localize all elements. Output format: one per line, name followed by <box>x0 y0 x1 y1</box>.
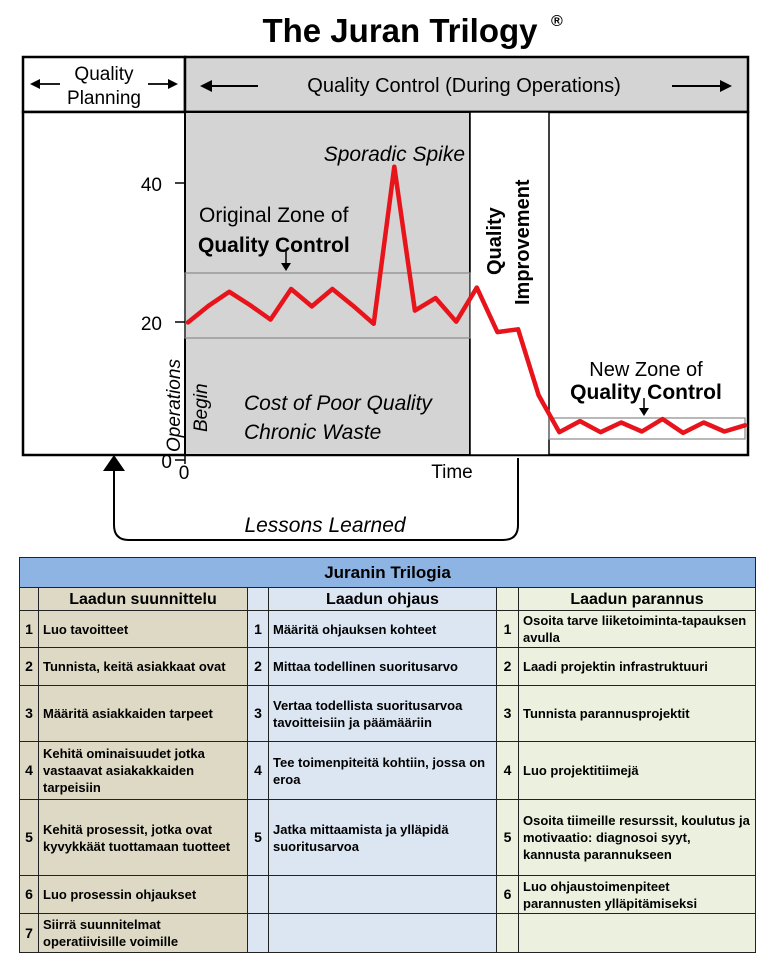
table-row <box>20 876 756 914</box>
new-zone-label-line2: Quality Control <box>570 381 722 404</box>
table-row <box>20 686 756 742</box>
original-zone-label-line2: Quality Control <box>198 234 350 257</box>
planning-cell: Siirrä suunnitelmat operatiivisille voimille <box>39 914 248 953</box>
improvement-cell: Osoita tarve liiketoiminta-tapauksen avulla <box>519 611 756 648</box>
data-point <box>682 432 684 434</box>
control-cell: Määritä ohjauksen kohteet <box>269 611 497 648</box>
data-point <box>476 286 478 288</box>
table-title-row <box>20 558 756 588</box>
header-laadun-parannus: Laadun parannus <box>519 588 756 611</box>
row-number: 4 <box>20 742 39 800</box>
chronic-waste-label: Chronic Waste <box>244 421 382 444</box>
control-cell <box>269 914 497 953</box>
quality-improvement-panel <box>470 112 549 455</box>
planning-cell: Kehitä ominaisuudet jotka vastaavat asiakakkaiden tarpeisiin <box>39 742 248 800</box>
table-row <box>20 914 756 953</box>
row-number: 5 <box>20 800 39 876</box>
data-point <box>455 321 457 323</box>
table-row <box>20 648 756 686</box>
quality-control-label: Quality Control (During Operations) <box>307 75 621 97</box>
data-point <box>228 291 230 293</box>
data-point <box>641 430 643 432</box>
row-number: 1 <box>20 611 39 648</box>
table-row <box>20 742 756 800</box>
data-point <box>331 288 333 290</box>
row-number: 3 <box>497 686 519 742</box>
control-cell: Jatka mittaamista ja ylläpidä suoritusarvoa <box>269 800 497 876</box>
cost-of-poor-quality-label: Cost of Poor Quality <box>244 392 432 415</box>
data-point <box>414 309 416 311</box>
registered-mark: ® <box>551 13 563 30</box>
data-point <box>311 305 313 307</box>
table-row <box>20 800 756 876</box>
row-number: 1 <box>497 611 519 648</box>
juranin-trilogia-table <box>19 557 756 953</box>
y-tick-label: 20 <box>140 314 162 335</box>
row-number <box>248 876 269 914</box>
improvement-cell: Luo projektitiimejä <box>519 742 756 800</box>
x-tick-label: 0 <box>178 463 190 484</box>
data-point <box>620 421 622 423</box>
data-point <box>207 305 209 307</box>
quality-improvement-label-line1: Quality <box>484 207 506 275</box>
lessons-learned-label: Lessons Learned <box>244 514 406 537</box>
data-point <box>290 288 292 290</box>
row-number: 2 <box>20 648 39 686</box>
data-point <box>744 424 746 426</box>
row-number: 4 <box>497 742 519 800</box>
data-point <box>558 431 560 433</box>
data-point <box>269 318 271 320</box>
begin-label: Begin <box>191 383 212 432</box>
table-row <box>20 611 756 648</box>
data-point <box>373 323 375 325</box>
operations-label: Operations <box>164 359 185 452</box>
data-point <box>538 394 540 396</box>
row-number: 6 <box>497 876 519 914</box>
table-header-row <box>20 588 756 611</box>
row-number: 6 <box>20 876 39 914</box>
planning-cell: Tunnista, keitä asiakkaat ovat <box>39 648 248 686</box>
row-number: 4 <box>248 742 269 800</box>
planning-cell: Luo prosessin ohjaukset <box>39 876 248 914</box>
row-number: 1 <box>248 611 269 648</box>
header-laadun-suunnittelu: Laadun suunnittelu <box>39 588 248 611</box>
planning-cell: Luo tavoitteet <box>39 611 248 648</box>
row-number <box>248 914 269 953</box>
row-number: 5 <box>248 800 269 876</box>
row-number: 5 <box>497 800 519 876</box>
header-spacer <box>20 588 39 611</box>
data-point <box>703 421 705 423</box>
data-point <box>187 321 189 323</box>
improvement-cell: Luo ohjaustoimenpiteet parannusten ylläpitämiseksi <box>519 876 756 914</box>
row-number: 7 <box>20 914 39 953</box>
data-point <box>434 297 436 299</box>
improvement-cell: Osoita tiimeille resurssit, koulutus ja motivaatio: diagnosoi syyt, kannusta parannukseen <box>519 800 756 876</box>
y-tick-label: 40 <box>140 175 162 196</box>
improvement-cell: Laadi projektin infrastruktuuri <box>519 648 756 686</box>
row-number <box>497 914 519 953</box>
improvement-cell <box>519 914 756 953</box>
table-title: Juranin Trilogia <box>20 558 756 588</box>
planning-cell: Määritä asiakkaiden tarpeet <box>39 686 248 742</box>
row-number: 3 <box>20 686 39 742</box>
data-point <box>517 328 519 330</box>
quality-planning-label-line2: Planning <box>67 88 141 109</box>
control-cell: Vertaa todellista suoritusarvoa tavoitteisiin ja päämääriin <box>269 686 497 742</box>
data-point <box>661 418 663 420</box>
diagram-title: The Juran Trilogy <box>262 12 538 49</box>
header-laadun-ohjaus: Laadun ohjaus <box>269 588 497 611</box>
data-point <box>599 431 601 433</box>
control-cell: Mittaa todellinen suoritusarvo <box>269 648 497 686</box>
planning-cell: Kehitä prosessit, jotka ovat kyvykkäät tuottamaan tuotteet <box>39 800 248 876</box>
row-number: 2 <box>497 648 519 686</box>
data-point <box>249 304 251 306</box>
new-zone-label-line1: New Zone of <box>589 359 703 381</box>
improvement-cell: Tunnista parannusprojektit <box>519 686 756 742</box>
x-axis-label: Time <box>431 462 473 483</box>
data-point <box>723 430 725 432</box>
header-spacer <box>497 588 519 611</box>
data-point <box>352 305 354 307</box>
data-point <box>579 420 581 422</box>
row-number: 2 <box>248 648 269 686</box>
quality-improvement-label-line2: Improvement <box>512 179 534 305</box>
row-number: 3 <box>248 686 269 742</box>
y-tick-label: 0 <box>161 452 172 473</box>
control-cell: Tee toimenpiteitä kohtiin, jossa on eroa <box>269 742 497 800</box>
original-zone-label-line1: Original Zone of <box>199 204 349 227</box>
data-point <box>496 331 498 333</box>
sporadic-spike-label: Sporadic Spike <box>323 143 465 166</box>
control-cell <box>269 876 497 914</box>
header-spacer <box>248 588 269 611</box>
quality-planning-label-line1: Quality <box>74 64 134 85</box>
data-point <box>393 166 395 168</box>
juranin-trilogia-table-container <box>19 557 755 953</box>
